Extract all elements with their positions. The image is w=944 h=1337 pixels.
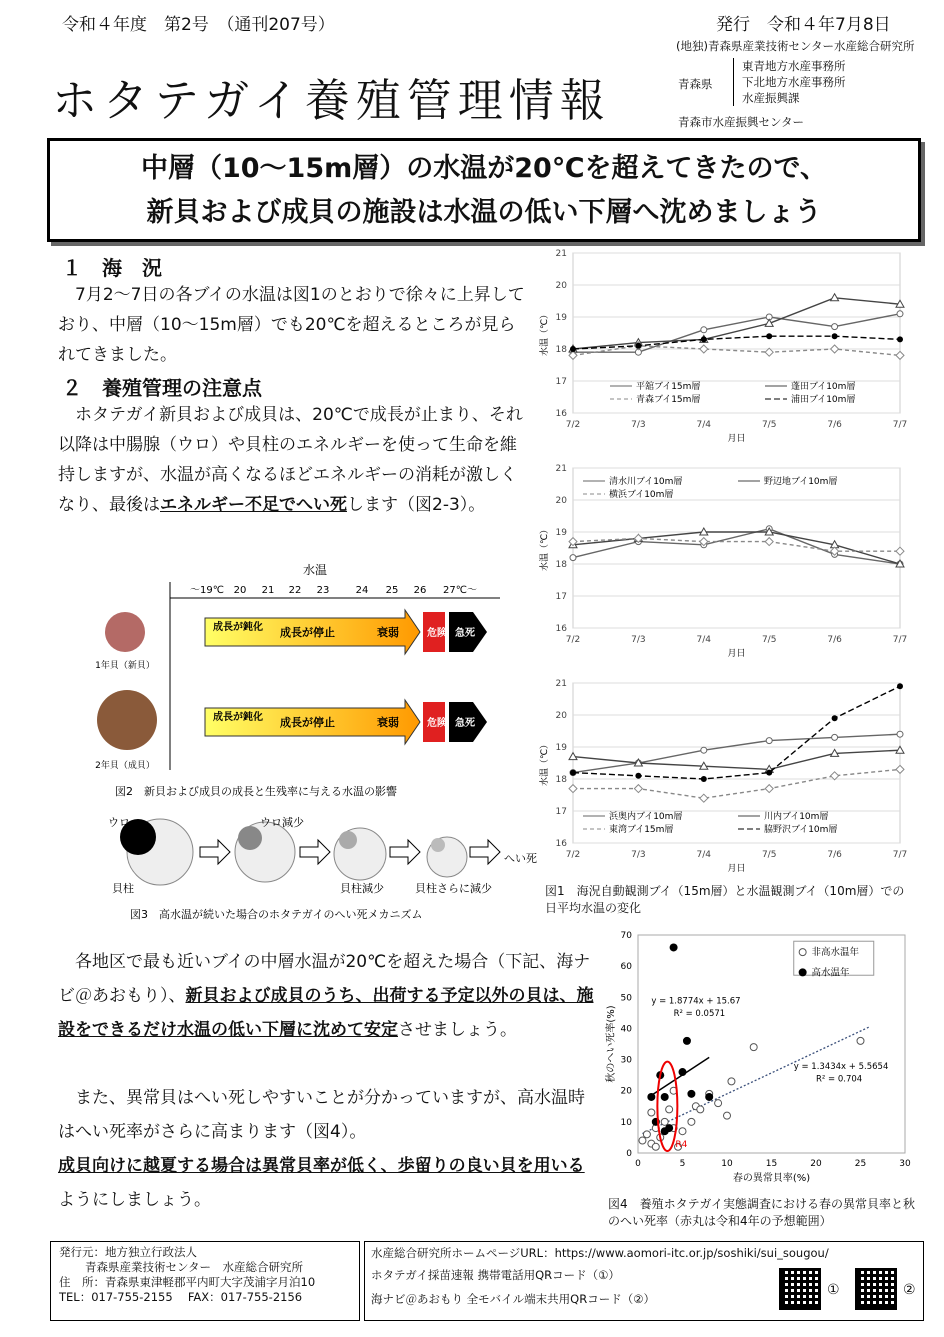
data-point [897,683,903,689]
qr1-mark: ① [827,1282,840,1298]
headline-line2: 新貝および成貝の施設は水温の低い下層へ沈めましょう [146,197,822,228]
page-title: ホタテガイ養殖管理情報 [52,74,611,127]
y-tick-label: 50 [620,993,632,1004]
footer-links-box [364,1241,924,1321]
annotation-r4: R4 [675,1139,688,1150]
annotation-eq-hot: y = 1.8774x + 15.67 [651,996,741,1007]
data-point [647,1093,655,1101]
y-tick-label: 40 [620,1024,632,1035]
x-tick-label: 15 [765,1159,778,1169]
footer-qr1-text: ホタテガイ採苗速報 携帯電話用QRコード（①） [371,1268,620,1282]
data-point [687,1090,695,1098]
legend-label: 東湾ブイ15m層 [609,825,674,835]
legend-label: 脇野沢ブイ10m層 [764,825,838,835]
data-point [705,1093,713,1101]
y-axis-label: 水温（℃） [540,524,550,572]
fig1-chart-b [535,460,915,670]
p3-text-a: 各地区で最も近いブイの中層水温が20℃を超えた場合（下記、海ナビ＠あおもり）、 [58,952,591,1006]
y-tick-label: 21 [555,464,567,474]
y-tick-label: 20 [555,496,567,506]
legend-label: 川内ブイ10m層 [764,812,829,822]
data-point [670,943,678,951]
fig2-stop: 成長が停止 [280,626,335,639]
qr2-mark: ② [903,1282,916,1298]
footer-issuer2: 青森県産業技術センター 水産総合研究所 [85,1260,304,1274]
data-point [570,555,576,561]
paragraph-4: また、異常貝はへい死しやすいことが分かっていますが、高水温時はへい死率がさらに高まります（図4）。 [58,1088,585,1142]
legend-swatch [799,949,806,956]
y-tick-label: 18 [555,775,567,785]
fig2-temp-tick: 21 [261,585,275,596]
qr-code-1[interactable] [779,1268,821,1310]
data-point [683,1037,691,1045]
data-point [750,1044,757,1051]
y-tick-label: 19 [555,743,567,753]
x-tick-label: 7/3 [631,850,646,860]
data-point [666,1106,673,1113]
legend-label: 青森ブイ15m層 [636,395,701,405]
y-tick-label: 30 [620,1055,632,1066]
data-point [832,734,838,740]
data-point [897,731,903,737]
legend-label: 高水温年 [811,967,850,979]
fig3-arrow-3 [390,840,420,864]
legend-swatch [799,968,807,976]
scallop-2yr-image [97,690,157,750]
data-point [832,333,838,339]
x-tick-label: 7/5 [761,850,777,860]
annotation-eq-normal: y = 1.3434x + 5.5654 [793,1061,889,1072]
fig3-arrow-4 [470,840,500,864]
org-item: 東青地方水産事務所 [742,59,846,73]
data-point [679,1068,687,1076]
x-tick-label: 25 [854,1159,867,1169]
y-axis-label: 秋のへい死率(%) [606,1005,617,1083]
x-tick-label: 7/7 [892,635,908,645]
p5-text-b: ようにしましょう。 [58,1190,211,1210]
y-tick-label: 70 [620,931,632,941]
footer-url[interactable]: 水産総合研究所ホームページURL：https://www.aomori-itc.or.jp/soshiki/sui_sougou/ [371,1246,829,1260]
x-tick-label: 7/3 [631,420,646,430]
org-bottom: 青森市水産振興センター [678,115,805,129]
p3-text-emph: 新貝および成貝のうち、出荷する予定以外の貝は、施設をできるだけ水温の低い下層に沈めて安定 [58,986,594,1040]
fig2-temp-tick: 22 [288,585,302,596]
section2-text-a: ホタテガイ新貝および成貝は、20℃で成長が止まり、それ以降は中腸腺（ウロ）や貝柱のエネルギーを使って生命を維持しますが、水温が高くなるほどエネルギーの消耗が激しくなり、最後は [58,405,523,515]
qr-code-2[interactable] [855,1268,897,1310]
data-point [639,1137,646,1144]
fig2-death: 急死 [455,718,475,729]
fig2-weak: 衰弱 [377,626,399,639]
section2-text-b: します（図2-3）。 [347,495,486,515]
y-tick-label: 20 [555,711,567,721]
paragraph-3 [58,945,594,1047]
data-point [679,1128,686,1135]
x-axis-label: 月日 [727,864,746,874]
prefecture-label: 青森県 [678,77,713,91]
fig3-arrow-2 [300,840,330,864]
fig2-weak: 衰弱 [377,716,399,729]
fig3-uro-3 [339,831,357,849]
p3-text-b: させましょう。 [398,1020,517,1040]
y-tick-label: 20 [620,1086,632,1097]
org-item: 下北地方水産事務所 [742,75,846,89]
fig3-adductor-dec2: 貝柱さらに減少 [415,882,492,895]
data-point [857,1037,864,1044]
y-tick-label: 17 [555,807,567,817]
legend-label: 横浜ブイ10m層 [609,490,674,500]
footer-address: 住 所：青森県東津軽郡平内町大字茂浦字月泊10 [59,1275,316,1289]
data-point [570,346,576,352]
x-tick-label: 7/6 [827,420,842,430]
x-tick-label: 7/4 [696,635,712,645]
org-list [733,58,846,106]
x-tick-label: 7/4 [696,420,712,430]
y-tick-label: 60 [620,962,632,973]
data-point [661,1093,669,1101]
section1-text: 7月2～7日の各ブイの水温は図1のとおりで徐々に上昇しており、中層（10～15m層）でも20℃を超えるところが見られてきました。 [58,285,525,365]
fig2-temp-tick: 26 [413,585,427,596]
y-tick-label: 20 [555,281,567,291]
data-point [701,336,707,342]
x-tick-label: 10 [721,1159,733,1169]
y-tick-label: 19 [555,528,567,538]
x-tick-label: 7/6 [827,635,842,645]
legend-label: 平舘ブイ15m層 [636,382,701,392]
data-point [832,324,838,330]
fig3-uro-4 [431,838,445,852]
x-tick-label: 30 [899,1159,911,1169]
data-point [635,343,641,349]
headline-line1: 中層（10～15m層）の水温が20℃を超えてきたので、 [140,153,827,184]
fig1-chart-a [535,245,915,445]
y-tick-label: 18 [555,560,567,570]
fig2-temp-tick: ～19℃ [190,585,224,596]
fig1-caption: 図1 海況自動観測ブイ（15m層）と水温観測ブイ（10m層）での日平均水温の変化 [545,884,905,915]
y-tick-label: 17 [555,592,567,602]
fig2-temp-tick: 27℃～ [443,585,477,596]
x-tick-label: 7/5 [761,635,777,645]
x-tick-label: 7/7 [892,420,908,430]
fig2-water-temp: 水温 [302,563,328,577]
legend-label: 野辺地ブイ10m層 [764,477,838,487]
x-tick-label: 0 [635,1159,641,1169]
x-tick-label: 7/4 [696,850,712,860]
fig2-temp-tick: 25 [385,585,399,596]
fig3-death: へい死 [504,852,537,865]
data-point [701,747,707,753]
x-tick-label: 7/2 [565,850,581,860]
org-item: 水産振興課 [742,91,800,105]
fig2-row2-label: 2年貝（成貝） [95,761,155,771]
p5-text-emph: 成貝向けに越夏する場合は異常貝率が低く、歩留りの良い貝を用いる [58,1156,585,1176]
y-tick-label: 17 [555,377,567,387]
section2-text-emph: エネルギー不足でへい死 [160,495,347,515]
fig2-row1-label: 1年貝（新貝） [95,661,155,671]
data-point [897,336,903,342]
data-point [701,327,707,333]
x-axis-label: 月日 [727,434,746,444]
x-tick-label: 20 [810,1159,822,1169]
headline-box [47,138,921,242]
legend-label: 清水川ブイ10m層 [609,477,683,487]
fig2-slow: 成長が鈍化 [213,712,263,723]
section1-title: １ 海 況 [62,256,162,280]
data-point [832,715,838,721]
fig4-chart [600,925,920,1195]
annotation-r2-hot: R² = 0.0571 [673,1008,726,1019]
fig3-uro-dec: ウロ減少 [260,816,304,829]
legend-label: 浦田ブイ10m層 [791,395,856,405]
footer-issuer-box [50,1241,360,1321]
data-point [688,1118,695,1125]
fig3-adductor-dec: 貝柱減少 [340,882,384,895]
data-point [697,1106,704,1113]
annotation-r2-normal: R² = 0.704 [816,1074,863,1085]
y-tick-label: 10 [620,1117,632,1128]
x-axis-label: 月日 [727,649,746,659]
x-tick-label: 7/6 [827,850,842,860]
fig2-danger: 危険 [427,718,447,729]
y-tick-label: 21 [555,679,567,689]
data-point [635,773,641,779]
fig3-caption: 図3 高水温が続いた場合のホタテガイのへい死メカニズム [130,908,423,921]
data-point [724,1112,731,1119]
figure-3 [60,812,537,922]
footer-qr2-text: 海ナビ＠あおもり 全モバイル端末共用QRコード（②） [371,1292,656,1306]
section2-text [58,400,526,520]
fig2-temp-tick: 24 [355,585,369,596]
x-tick-label: 7/2 [565,635,581,645]
data-point [661,1118,668,1125]
fig3-adductor: 貝柱 [112,882,134,895]
x-tick-label: 5 [679,1159,686,1169]
x-tick-label: 7/3 [631,635,646,645]
data-point [715,1100,722,1107]
section2-title: ２ 養殖管理の注意点 [62,376,262,400]
paragraph-5 [58,1149,594,1217]
fig3-uro-2 [238,826,262,850]
x-tick-label: 7/5 [761,420,777,430]
data-point [766,770,772,776]
data-point [570,770,576,776]
legend-label: 浜奥内ブイ10m層 [609,812,683,822]
x-tick-label: 7/2 [565,420,581,430]
org-top: (地独)青森県産業技術センター水産総合研究所 [676,39,915,53]
data-point [897,311,903,317]
fig4-caption: 図4 養殖ホタテガイ実態調査における春の異常貝率と秋のへい死率（赤丸は令和4年の予想範囲） [608,1197,916,1228]
footer-issuer: 発行元：地方独立行政法人 [59,1245,197,1259]
x-axis-label: 春の異常貝率(%) [732,1173,811,1184]
fig2-temp-tick: 23 [316,585,330,596]
fig2-caption: 図2 新貝および成貝の成長と生残率に与える水温の影響 [115,785,397,798]
fig3-arrow-1 [200,840,230,864]
data-point [701,776,707,782]
data-point [766,333,772,339]
fig1-chart-c [535,675,915,875]
y-tick-label: 16 [555,409,567,419]
data-point [648,1109,655,1116]
y-tick-label: 16 [555,624,567,634]
fig2-stop: 成長が停止 [280,716,335,729]
data-point [652,1143,659,1150]
fig2-danger: 危険 [427,628,447,639]
y-tick-label: 0 [626,1149,632,1159]
data-point [665,1124,673,1132]
y-axis-label: 水温（℃） [540,309,550,357]
figure-2 [95,560,505,800]
fig3-uro: ウロ [108,816,130,829]
y-tick-label: 16 [555,839,567,849]
y-tick-label: 21 [555,249,567,259]
fig2-temp-tick: 20 [233,585,247,596]
x-tick-label: 7/7 [892,850,908,860]
y-axis-label: 水温（℃） [540,739,550,787]
y-tick-label: 19 [555,313,567,323]
footer-tel: TEL：017-755-2155 FAX：017-755-2156 [59,1290,303,1304]
fig2-slow: 成長が鈍化 [213,622,263,633]
y-tick-label: 18 [555,345,567,355]
fig2-death: 急死 [455,628,475,639]
data-point [643,1131,650,1138]
publish-date: 発行 令和４年7月8日 [716,15,891,35]
data-point [766,738,772,744]
data-point [728,1078,735,1085]
scallop-1yr-image [105,612,145,652]
legend-label: 非高水温年 [811,947,860,959]
legend-label: 蓬田ブイ10m層 [791,382,856,392]
issue-number: 令和４年度 第2号 （通刊207号） [62,15,335,35]
